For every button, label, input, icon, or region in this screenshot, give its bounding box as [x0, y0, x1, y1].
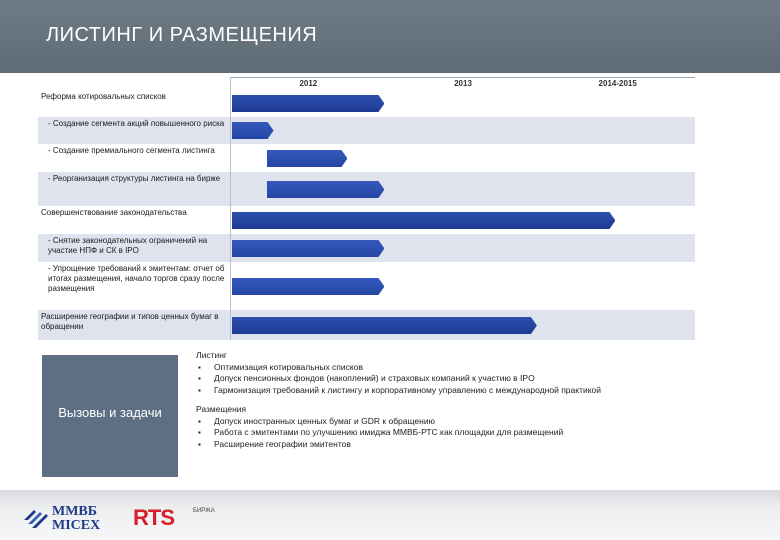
- year-label: 2013: [454, 79, 472, 88]
- timeline-bar: [232, 317, 537, 334]
- list-item: ▪ Допуск пенсионных фондов (накоплений) и страховых компаний к участию в IPO: [212, 373, 776, 385]
- timeline-bar: [232, 95, 384, 112]
- timeline-row-label: Расширение географии и типов ценных бумаг в обращении: [41, 312, 219, 331]
- placement-list: [196, 416, 776, 451]
- timeline-row-label: - Упрощение требований к эмитентам: отчет об итогах размещения, начало торгов сразу после размещения: [48, 264, 225, 293]
- timeline-bar: [232, 240, 384, 257]
- list-item: ▪ Оптимизация котировальных списков: [212, 362, 776, 374]
- timeline-row-label: - Создание премиального сегмента листинга: [48, 146, 215, 155]
- challenges-notes: [196, 350, 776, 450]
- micex-emblem-icon: [22, 506, 48, 528]
- micex-logo-en: MICEX: [52, 518, 101, 533]
- timeline-divider: [230, 77, 231, 340]
- timeline-row-label: Реформа котировальных списков: [41, 92, 166, 101]
- timeline-bar: [232, 122, 274, 139]
- timeline-bar: [232, 278, 384, 295]
- list-item: ▪ Допуск иностранных ценных бумаг и GDR к обращению: [212, 416, 776, 428]
- micex-logo: [22, 504, 112, 534]
- timeline-row: [38, 144, 695, 172]
- challenges-box: [42, 355, 178, 477]
- listing-heading: Листинг: [196, 350, 228, 360]
- timeline-bar: [232, 212, 615, 229]
- rts-logo: RTS: [133, 505, 174, 530]
- timeline-row: [38, 117, 695, 144]
- year-label: 2012: [299, 79, 318, 88]
- timeline-row-label: - Реорганизация структуры листинга на бирже: [48, 174, 221, 183]
- page-title: ЛИСТИНГ И РАЗМЕЩЕНИЯ: [46, 24, 318, 46]
- rts-logo-sub: БИРЖА: [193, 508, 215, 514]
- timeline-row-label: - Создание сегмента акций повышенного риска: [48, 119, 225, 128]
- listing-list: [196, 362, 776, 397]
- year-label: 2014-2015: [598, 79, 637, 88]
- timeline-bar: [267, 181, 385, 198]
- timeline-row-label: Совершенствование законодательства: [41, 208, 187, 217]
- challenges-label: Вызовы и задачи: [58, 405, 162, 420]
- footer: [0, 490, 780, 540]
- list-item: ▪ Расширение географии эмитентов: [212, 439, 776, 451]
- year-axis: [231, 77, 695, 91]
- placement-heading: Размещения: [196, 404, 247, 414]
- list-item: ▪ Работа с эмитентами по улучшению имиджа ММВБ-РТС как площадки для размещений: [212, 427, 776, 439]
- list-item: ▪ Гармонизация требований к листингу и корпоративному управлению с международной практикой: [212, 385, 776, 397]
- micex-logo-ru: ММВБ: [52, 504, 98, 519]
- timeline-bar: [267, 150, 348, 167]
- header-bar: [0, 0, 780, 73]
- timeline-row-label: - Снятие законодательных ограничений на участие НПФ и СК в IPO: [48, 236, 208, 255]
